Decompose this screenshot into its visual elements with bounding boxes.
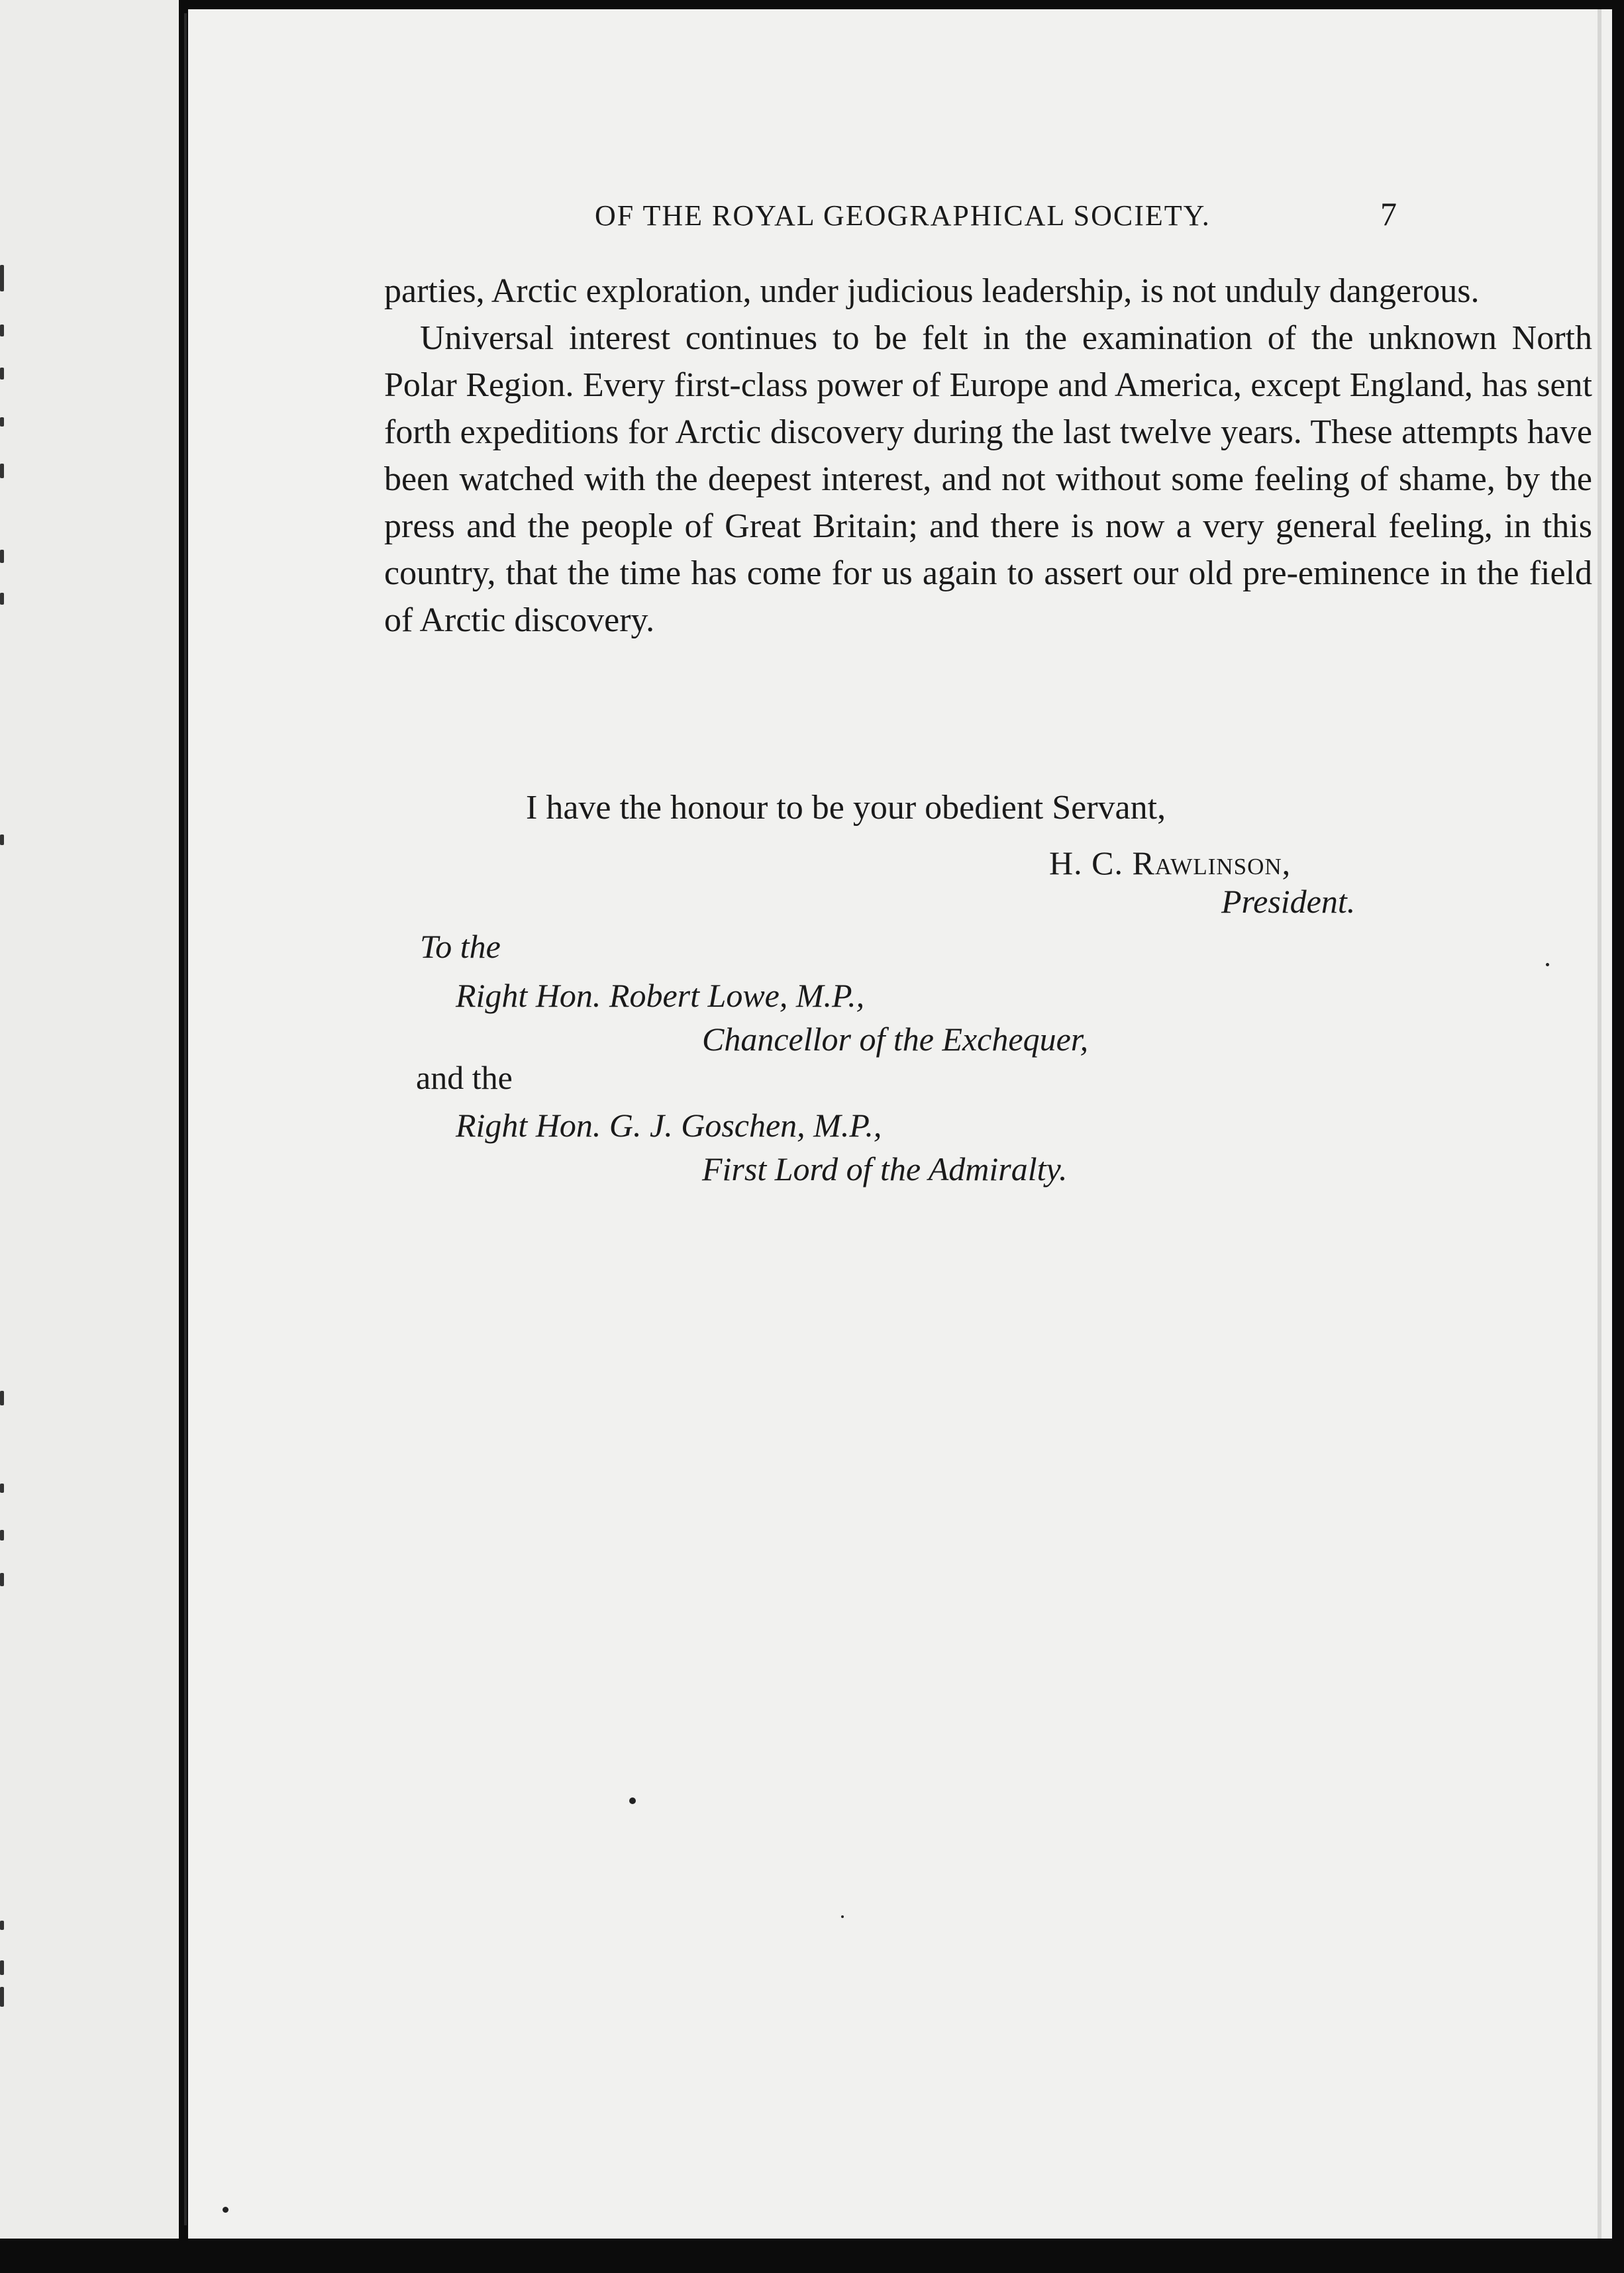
ink-speck [629,1797,636,1804]
addressee-first-name: Right Hon. Robert Lowe, M.P., [456,977,865,1014]
ink-speck [223,2207,228,2213]
body-text [384,268,1592,644]
page-right-edge [1598,9,1601,2239]
addressee-to-line: To the [420,928,501,965]
ink-speck [1546,963,1549,966]
addressee-second-name: Right Hon. G. J. Goschen, M.P., [456,1107,882,1144]
paragraph-1: parties, Arctic exploration, under judicious leadership, is not unduly dangerous. [384,272,1480,310]
signer-name-text: H. C. Rawlinson, [1049,844,1292,882]
addressee-second-office: First Lord of the Admiralty. [702,1150,1068,1187]
facing-page-edge [0,0,179,2239]
paragraph-2: Universal interest continues to be felt in the examination of the unknown North Polar Region. Every first-class power of Europe and America, except England, has sent forth expeditions for Arctic discovery during the last twelve years. These attempts have been watched with the deepest interest, and not without some feeling of shame, by the press and the people of Great Britain; and there is now a very general feeling, in this country, that the time has come for us again to assert our old pre-eminence in the field of Arctic discovery. [384,319,1592,639]
signer-title: President. [1221,883,1356,920]
running-head: OF THE ROYAL GEOGRAPHICAL SOCIETY. [595,199,1211,232]
signer-name [1049,844,1291,882]
gutter-line [184,13,187,2225]
closing-salutation: I have the honour to be your obedient Servant, [526,789,1166,827]
addressee-first-office: Chancellor of the Exchequer, [702,1021,1089,1058]
ink-speck [841,1915,844,1918]
addressee-and-line: and the [416,1059,513,1096]
page-number: 7 [1380,195,1397,232]
book-page [188,9,1612,2239]
